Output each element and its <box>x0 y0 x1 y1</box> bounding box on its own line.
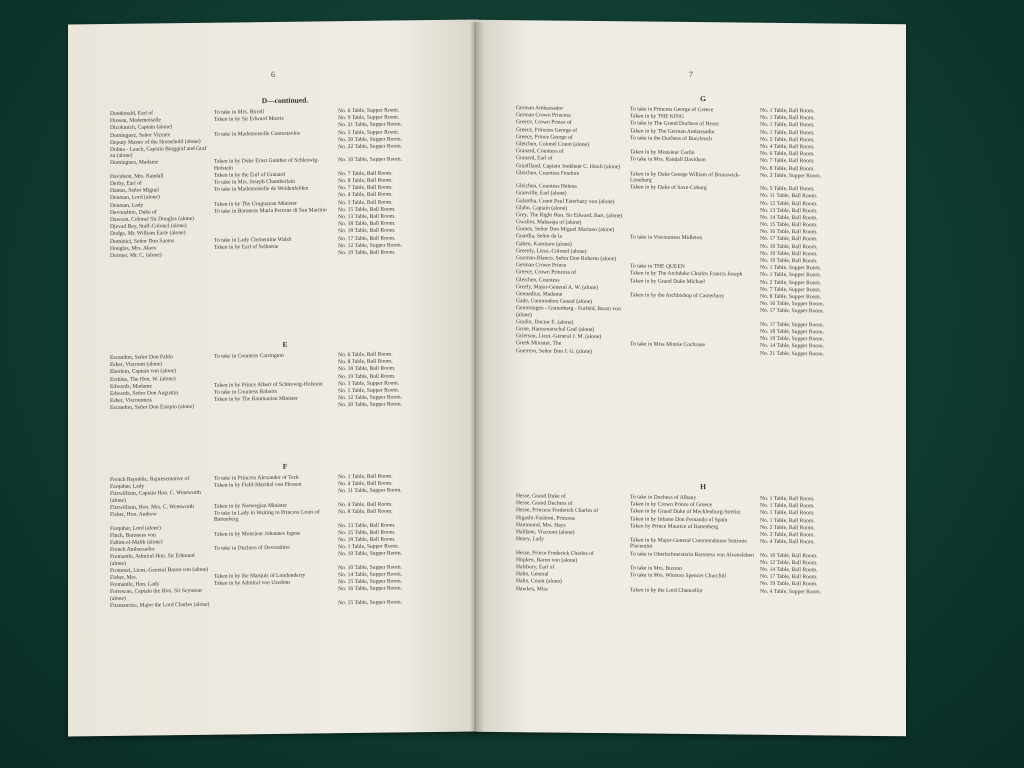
section-f <box>110 460 460 610</box>
section-g <box>516 92 890 359</box>
guest-place: No. 1 Table, Ball Room. <box>760 517 815 524</box>
guest-place: No. 19 Table, Ball Room. <box>338 249 396 257</box>
guest-place: No. 1 Table, Ball Room. <box>760 122 815 129</box>
guest-desc: Taken in by Admiral von Usedom <box>214 579 290 587</box>
guest-name: Hahn, Count (alone) <box>516 578 562 586</box>
guest-place: No. 19 Table, Ball Room. <box>760 257 818 265</box>
guest-name: Davidson, Mrs. Randall <box>110 173 164 180</box>
guest-name: Gleichen, Countess <box>516 276 560 284</box>
guest-name: Farquhar, Lord (alone) <box>110 524 161 532</box>
guest-desc: Taken in by Crown Prince of Greece <box>630 501 712 509</box>
guest-desc: To take in Mrs. Randall Davidson <box>630 156 706 164</box>
guest-desc: To take in Mademoiselle de Weidenfelden <box>214 185 309 194</box>
guest-place: No. 20 Table, Supper Room. <box>338 136 402 143</box>
guest-desc: Taken in by Sir Edward Morris <box>214 116 284 123</box>
guest-place: No. 10 Table, Supper Room. <box>338 564 402 571</box>
guest-desc: Taken in by Norwegian Minister <box>214 502 287 510</box>
guest-desc: To take in Baroness Maria Perrone di San Martino <box>214 207 327 215</box>
guest-name: Edwards, Señor Don Augustin <box>110 390 179 397</box>
guest-place: No. 10 Table, Supper Room. <box>338 550 402 558</box>
guest-desc <box>626 228 756 229</box>
guest-desc: To take in The Grand Duchess of Hesse <box>630 120 719 128</box>
guest-place: No. 19 Table, Ball Room. <box>760 243 818 250</box>
guest-name: Greely, Major-General A. W. (alone) <box>516 283 599 291</box>
guest-desc: Taken in by Duke of Saxe-Coburg <box>630 184 707 192</box>
guest-name: Dodge, Mr. William Earle (alone) <box>110 230 186 238</box>
guest-place: No. 14 Table, Ball Room. <box>760 214 818 222</box>
guest-desc: Taken in by Earl of Selborne <box>214 243 279 251</box>
guest-name: Esher, Viscountess <box>110 397 152 405</box>
section-e <box>110 338 460 413</box>
guest-place: No. 4 Table, Ball Room. <box>760 143 815 151</box>
guest-name: Greenly, Lieut.-Colonel (alone) <box>516 248 587 255</box>
guest-place: No. 10 Table, Ball Room. <box>760 552 818 559</box>
guest-desc: To take in Mrs. Joseph Chamberlain <box>214 178 296 186</box>
guest-name: Henry, Lady <box>516 536 544 543</box>
guest-desc: To take in Miss Minnie Cochrane <box>630 341 705 349</box>
guest-desc: To take in THE QUEEN <box>630 263 685 271</box>
section-letter: F <box>282 461 288 471</box>
guest-desc <box>626 206 756 207</box>
guest-place: No. 1 Table, Supper Room. <box>760 264 822 272</box>
section-letter: H <box>700 482 706 492</box>
guest-place: No. 18 Table, Supper Room. <box>760 328 824 336</box>
guest-desc <box>626 327 756 328</box>
guest-desc: Taken in by the Marquis of Londonderry <box>214 572 306 580</box>
guest-desc: Taken in by Monsieur Carlin <box>630 149 695 157</box>
guest-desc: Taken in by The Archduke Charles Francis Joseph <box>630 270 743 278</box>
section-letter: D—continued. <box>261 95 309 106</box>
guest-desc: Taken in by the Archbishop of Canterbury <box>630 292 725 300</box>
guest-desc: Taken in by The Uruguayan Minister <box>214 200 297 208</box>
guest-name: Higashi-Fushimi, Princess <box>516 514 576 522</box>
guest-place: No. 15 Table, Ball Room. <box>338 529 396 536</box>
guest-name: Finck, Baroness von <box>110 532 156 539</box>
guest-desc <box>626 256 756 257</box>
guest-place: No. 21 Table, Supper Room. <box>760 350 824 357</box>
guest-place: No. 12 Table, Supper Room. <box>338 242 402 249</box>
guest-name: Denman, Lord (alone) <box>110 194 160 202</box>
guest-place: No. 14 Table, Supper Room. <box>338 571 402 579</box>
guest-name: Gabeo, Kamitaro (alone) <box>516 240 572 248</box>
guest-desc: Taken in by Field-Marshal von Plessen <box>214 481 302 489</box>
guest-name: German Crown Prince <box>516 262 567 269</box>
guest-name: Dohna - Lauck, Captain Burggraf and Graf zu (alone) <box>110 145 207 160</box>
guest-name: Glahn, Captain (alone) <box>516 204 568 212</box>
guest-place: No. 12 Table, Ball Room. <box>760 200 818 207</box>
guest-desc <box>626 307 756 308</box>
guest-name: Gade, Commodore Gustaf (alone) <box>516 298 593 306</box>
guest-name: Grierson, Lieut.-General J. M. (alone) <box>516 333 602 341</box>
guest-desc: To take in the Duchess of Buccleuch <box>630 135 712 142</box>
guest-name: Dantas, Señor Miguel <box>110 187 159 195</box>
guest-place: No. 2 Table, Supper Room. <box>760 279 822 286</box>
guest-place: No. 18 Table, Ball Room. <box>338 536 396 544</box>
guest-place: No. 18 Table, Ball Room. <box>338 227 396 235</box>
guest-place: No. 13 Table, Ball Room. <box>338 522 396 529</box>
guest-place: No. 7 Table, Supper Room. <box>760 286 822 294</box>
guest-name: Guerrero, Señor Don J. G. (alone) <box>516 347 593 355</box>
guest-place: No. 16 Table, Supper Room. <box>338 585 402 593</box>
guest-place: No. 15 Table, Supper Room. <box>338 599 402 607</box>
guest-name: Douglas, Mrs. Akers <box>110 245 157 252</box>
guest-place: No. 17 Table, Ball Room. <box>338 235 396 242</box>
guest-place: No. 18 Table, Ball Room. <box>338 220 396 228</box>
guest-name: Galantha, Count Paul Esterhazy von (alone) <box>516 197 615 205</box>
guest-name: Gwalior, Maharaja of (alone) <box>516 219 582 226</box>
guest-place: No. 14 Table, Ball Room. <box>760 566 818 574</box>
guest-name: Hawkes, Miss <box>516 585 548 593</box>
guest-place: No. 8 Table, Ball Room. <box>338 508 393 516</box>
guest-name: Greece, Crown Princess of <box>516 269 576 277</box>
guest-place: No. 4 Table, Ball Room. <box>338 501 393 509</box>
guest-place: No. 16 Table, Supper Room. <box>760 300 824 308</box>
guest-name: Fortescue, Captain the Hon. Sir Seymour (alone) <box>110 588 203 602</box>
guest-place: No. 3 Table, Ball Room. <box>338 199 393 206</box>
guest-desc: Taken in by Major-General Commendatore Settimio Piacentini <box>630 537 748 551</box>
guest-name: Edwards, Madame <box>110 383 152 390</box>
guest-desc: Taken in by Duke Ernst Gunther of Schleswig-Holstein <box>214 157 320 172</box>
guest-place: No. 20 Table, Supper Room. <box>338 401 402 409</box>
guest-name: Hammond, Mrs. Hays <box>516 521 566 529</box>
guest-name: German Ambassador <box>516 105 564 112</box>
right-page <box>476 20 906 737</box>
guest-name: Gemmingen - Guttenberg - Furfeld, Baron von (alone) <box>516 305 621 318</box>
guest-place: No. 1 Table, Ball Room. <box>760 502 815 510</box>
guest-place: No. 4 Table, Ball Room. <box>338 192 393 199</box>
guest-desc: Taken in by the Earl of Granard <box>214 171 286 179</box>
guest-desc <box>626 213 756 214</box>
guest-name: Granard, Countess of <box>516 148 564 155</box>
guest-place: No. 4 Table, Ball Room. <box>338 480 393 488</box>
guest-place: No. 3 Table, Supper Room. <box>338 380 400 387</box>
guest-desc: To take in Princess George of Greece <box>630 106 714 114</box>
guest-place: No. 19 Table, Supper Room. <box>760 335 824 343</box>
guest-place: No. 12 Table, Supper Room. <box>338 394 402 402</box>
guest-desc: To take in Duchess of Albany <box>630 494 697 502</box>
guest-place: No. 1 Table, Ball Room. <box>760 510 815 517</box>
guest-desc <box>626 249 756 250</box>
guest-name: Gomez, Señor Don Miguel Mariano (alone) <box>516 226 615 234</box>
guest-name: Hesse, Princess Frederick Charles of <box>516 507 599 515</box>
guest-name: Gradin, Doctor E. (alone) <box>516 319 574 326</box>
guest-place: No. 14 Table, Supper Room. <box>760 343 824 350</box>
guest-name: Halsbury, Earl of <box>516 564 555 571</box>
guest-name: Guzman-Blanco, Señor Don Roberto (alone) <box>516 255 617 263</box>
guest-name: Djevad Bey, Staff-Colonel (alone) <box>110 223 187 231</box>
guest-desc: To take in Duchess of Devonshire <box>214 544 290 552</box>
guest-desc: To take in Viscountess Midleton <box>630 234 703 242</box>
guest-name: Derby, Earl of <box>110 180 142 188</box>
guest-desc: To take in Lady Clementine Walsh <box>214 236 292 244</box>
guest-name: Haldane, Viscount (alone) <box>516 529 575 536</box>
guest-name: Grey, The Right Hon. Sir Edward, Bart. (alone) <box>516 212 623 220</box>
guest-place: No. 11 Table, Ball Room. <box>760 193 818 200</box>
guest-desc: Taken by Prince Maurice of Battenberg <box>630 523 719 531</box>
guest-desc: To take in Oberhofmeisterin Baroness von Alvensleben <box>630 550 754 559</box>
guest-place: No. 8 Table, Ball Room. <box>760 165 815 172</box>
guest-name: French Republic, Representative of <box>110 476 190 483</box>
guest-place: No. 12 Table, Ball Room. <box>760 559 818 567</box>
page-number: 6 <box>271 69 275 80</box>
guest-name: Gleichen, Countess Feodore <box>516 169 580 177</box>
guest-place: No. 1 Table, Ball Room. <box>760 129 815 136</box>
guest-desc: Taken in by Monsieur Johannes Irgens <box>214 530 301 538</box>
guest-name: Fisher, Mrs. <box>110 574 137 581</box>
guest-name: Deputy Master of the Household (alone) <box>110 138 201 146</box>
guest-name: Hesse, Prince Frederick Charles of <box>516 549 594 557</box>
guest-name: Gleichen, Countess Helena <box>516 183 577 190</box>
guest-name: Gleichen, Colonel Count (alone) <box>516 141 590 148</box>
guest-name: Frommel, Lieut.-General Baron von (alone) <box>110 566 209 574</box>
guest-name: Gennadius, Madame <box>516 291 563 298</box>
guest-place: No. 5 Table, Supper Room. <box>338 129 400 136</box>
guest-name: Fremantle, Hon. Lady <box>110 581 160 589</box>
guest-desc: To take in Lady in Waiting to Princess Louis of Battenberg <box>214 509 320 524</box>
section-letter: E <box>282 339 288 349</box>
guest-name: Fitzmaurice, Major the Lord Charles (alone) <box>110 601 210 609</box>
guest-name: Fahim-el-Malik (alone) <box>110 539 163 546</box>
guest-name: Hesse, Grand Duke of <box>516 493 566 500</box>
guest-name: Escandon, Señor Don Estapio (alone) <box>110 404 195 412</box>
guest-place: No. 7 Table, Ball Room. <box>760 158 815 165</box>
guest-place: No. 13 Table, Ball Room. <box>338 213 396 221</box>
guest-place: No. 17 Table, Ball Room. <box>760 573 818 581</box>
guest-place: No. 15 Table, Supper Room. <box>338 578 402 586</box>
guest-desc: To take in Countess Carrington <box>214 352 284 360</box>
guest-name: Esher, Viscount (alone) <box>110 361 163 369</box>
guest-name: Fitzwilliam, Hon. Mrs. C. Wentworth <box>110 503 194 511</box>
section-d <box>110 94 460 260</box>
guest-desc: Taken in by Duke George William of Brunswick-Luneburg <box>630 171 741 184</box>
guest-place: No. 17 Table, Ball Room. <box>760 236 818 243</box>
guest-place: No. 8 Table, Supper Room. <box>760 293 822 301</box>
guest-desc <box>626 199 756 200</box>
guest-name: Dormer, Mr. C. (alone) <box>110 252 162 259</box>
guest-place: No. 2 Table, Ball Room. <box>760 524 815 532</box>
guest-name: Devonshire, Duke of <box>110 209 157 216</box>
guest-desc: Taken in by Grand Duke of Mecklenburg-Strelitz <box>630 508 741 516</box>
guest-place: No. 6 Table, Ball Room. <box>760 150 815 158</box>
guest-name: Fisher, Hon. Andrew <box>110 511 157 519</box>
guest-place: No. 19 Table, Ball Room. <box>760 581 818 588</box>
guest-name: Dominici, Señor Don Santos <box>110 237 175 245</box>
guest-name: Eberlein, Captain von (alone) <box>110 368 177 376</box>
guest-desc: To take in Mademoiselle Contostavlos <box>214 130 300 138</box>
section-letter: G <box>700 94 706 104</box>
guest-name: Dawson, Colonel Sir Douglas (alone) <box>110 215 195 224</box>
guest-place: No. 19 Table, Ball Room. <box>338 373 396 380</box>
guest-place: No. 1 Table, Ball Room. <box>760 114 815 122</box>
guest-name: Hesse, Grand Duchess of <box>516 500 573 507</box>
guest-place: No. 13 Table, Ball Room. <box>760 207 818 215</box>
page-number: 7 <box>689 69 693 80</box>
guest-desc <box>626 335 756 336</box>
guest-name: Greece, Crown Prince of <box>516 119 572 127</box>
guest-name: French Ambassador <box>110 546 155 554</box>
guest-place: No. 8 Table, Ball Room. <box>338 177 393 185</box>
guest-desc: To take in Mrs. Birrell <box>214 109 265 116</box>
guest-name: Guardia, Señor de la <box>516 233 562 241</box>
guest-place: No. 9 Table, Supper Room. <box>338 114 400 122</box>
guest-name: Dominguez, Madame <box>110 159 159 167</box>
guest-name: Granville, Earl (alone) <box>516 190 567 198</box>
guest-place: No. 10 Table, Supper Room. <box>338 156 402 164</box>
guest-place: No. 6 Table, Ball Room. <box>338 351 393 359</box>
guest-name: German Crown Princess <box>516 112 571 119</box>
left-page <box>68 19 478 736</box>
guest-desc: Taken in by Prince Albert of Schleswig-Holstein <box>214 381 323 389</box>
guest-name: Höpken, Baron von (alone) <box>516 556 578 564</box>
guest-desc: To take in Mrs. Winston Spencer Churchill <box>630 572 727 580</box>
guest-place: No. 1 Table, Ball Room. <box>338 473 393 481</box>
guest-desc: Taken in by The German Ambassador <box>630 127 715 135</box>
guest-place: No. 19 Table, Ball Room. <box>760 250 818 258</box>
guest-desc: To take in Mrs. Buxton <box>630 565 682 572</box>
guest-desc: To take in Princess Alexander of Teck <box>214 474 299 482</box>
guest-place: No. 3 Table, Ball Room. <box>760 531 815 539</box>
guest-name: Denman, Lady <box>110 202 144 209</box>
guest-place: No. 4 Table, Ball Room. <box>760 538 815 546</box>
guest-name: Greek Minister, The <box>516 340 562 348</box>
guest-name: Grote, Haussmarschal Graf (alone) <box>516 326 595 334</box>
guest-place: No. 1 Table, Ball Room. <box>760 107 815 115</box>
guest-place: No. 8 Table, Ball Room. <box>338 358 393 366</box>
guest-name: Graaffland, Captain Jonkheer C. Hooft (alone) <box>516 162 621 170</box>
guest-place: No. 5 Table, Supper Room. <box>338 387 400 395</box>
section-h <box>516 480 890 597</box>
guest-place: No. 22 Table, Supper Room. <box>338 143 402 151</box>
guest-place: No. 16 Table, Ball Room. <box>760 229 818 236</box>
guest-place: No. 15 Table, Ball Room. <box>760 221 818 229</box>
guest-name: Granard, Earl of <box>516 155 553 162</box>
guest-place: No. 7 Table, Ball Room. <box>338 184 393 192</box>
guest-name: Dominguez, Señor Vicente <box>110 131 171 139</box>
guest-desc: Taken in by Grand Duke Michael <box>630 277 705 285</box>
guest-desc <box>626 220 756 221</box>
guest-name: Greece, Prince George of <box>516 133 573 141</box>
guest-place: No. 21 Table, Supper Room. <box>338 121 402 129</box>
guest-place: No. 18 Table, Ball Room. <box>338 365 396 373</box>
guest-desc: Taken in by The Roumanian Minister <box>214 395 298 403</box>
guest-name: Fremantle, Admiral Hon. Sir Edmund (alone) <box>110 553 195 567</box>
guest-desc: Taken in by Infante Don Fernando of Spain <box>630 515 728 523</box>
guest-name: Hahn, General <box>516 571 549 578</box>
guest-place: No. 15 Table, Ball Room. <box>338 206 396 214</box>
guest-desc: To take in Countess Roberts <box>214 388 277 396</box>
guest-place: No. 1 Table, Supper Room. <box>338 543 400 551</box>
guest-desc: Taken in by THE KING <box>630 113 684 121</box>
guest-place: No. 5 Table, Ball Room. <box>760 136 815 144</box>
guest-place: No. 5 Table, Ball Room. <box>760 185 815 193</box>
guest-place: No. 6 Table, Supper Room. <box>338 107 400 115</box>
guest-name: Dicokmich, Captain (alone) <box>110 124 173 132</box>
guest-place: No. 7 Table, Ball Room. <box>338 170 393 178</box>
guest-desc <box>626 320 756 321</box>
guest-desc: Taken in by the Lord Chancellor <box>630 586 703 594</box>
open-booklet <box>68 22 906 734</box>
guest-place: No. 1 Table, Ball Room. <box>760 495 815 503</box>
guest-name: Greece, Princess George of <box>516 126 578 134</box>
guest-name: Dundonald, Earl of <box>110 110 154 117</box>
guest-place: No. 4 Table, Supper Room. <box>760 588 822 595</box>
guest-place: No. 3 Table, Supper Room. <box>760 172 822 180</box>
guest-name: Fitzwilliam, Captain Hon. C. Wentworth (alone) <box>110 490 201 504</box>
guest-place: No. 1 Table, Supper Room. <box>760 272 822 279</box>
guest-name: Escandon, Señor Don Pablo <box>110 354 173 361</box>
guest-place: No. 17 Table, Supper Room. <box>760 308 824 315</box>
guest-name: Dussau, Mademoiselle <box>110 117 161 125</box>
guest-place: No. 11 Table, Supper Room. <box>338 487 402 495</box>
guest-name: Erskine, The Hon. W. (alone) <box>110 375 176 383</box>
guest-place: No. 17 Table, Supper Room. <box>760 321 824 329</box>
guest-name: Farquhar, Lady <box>110 483 145 491</box>
